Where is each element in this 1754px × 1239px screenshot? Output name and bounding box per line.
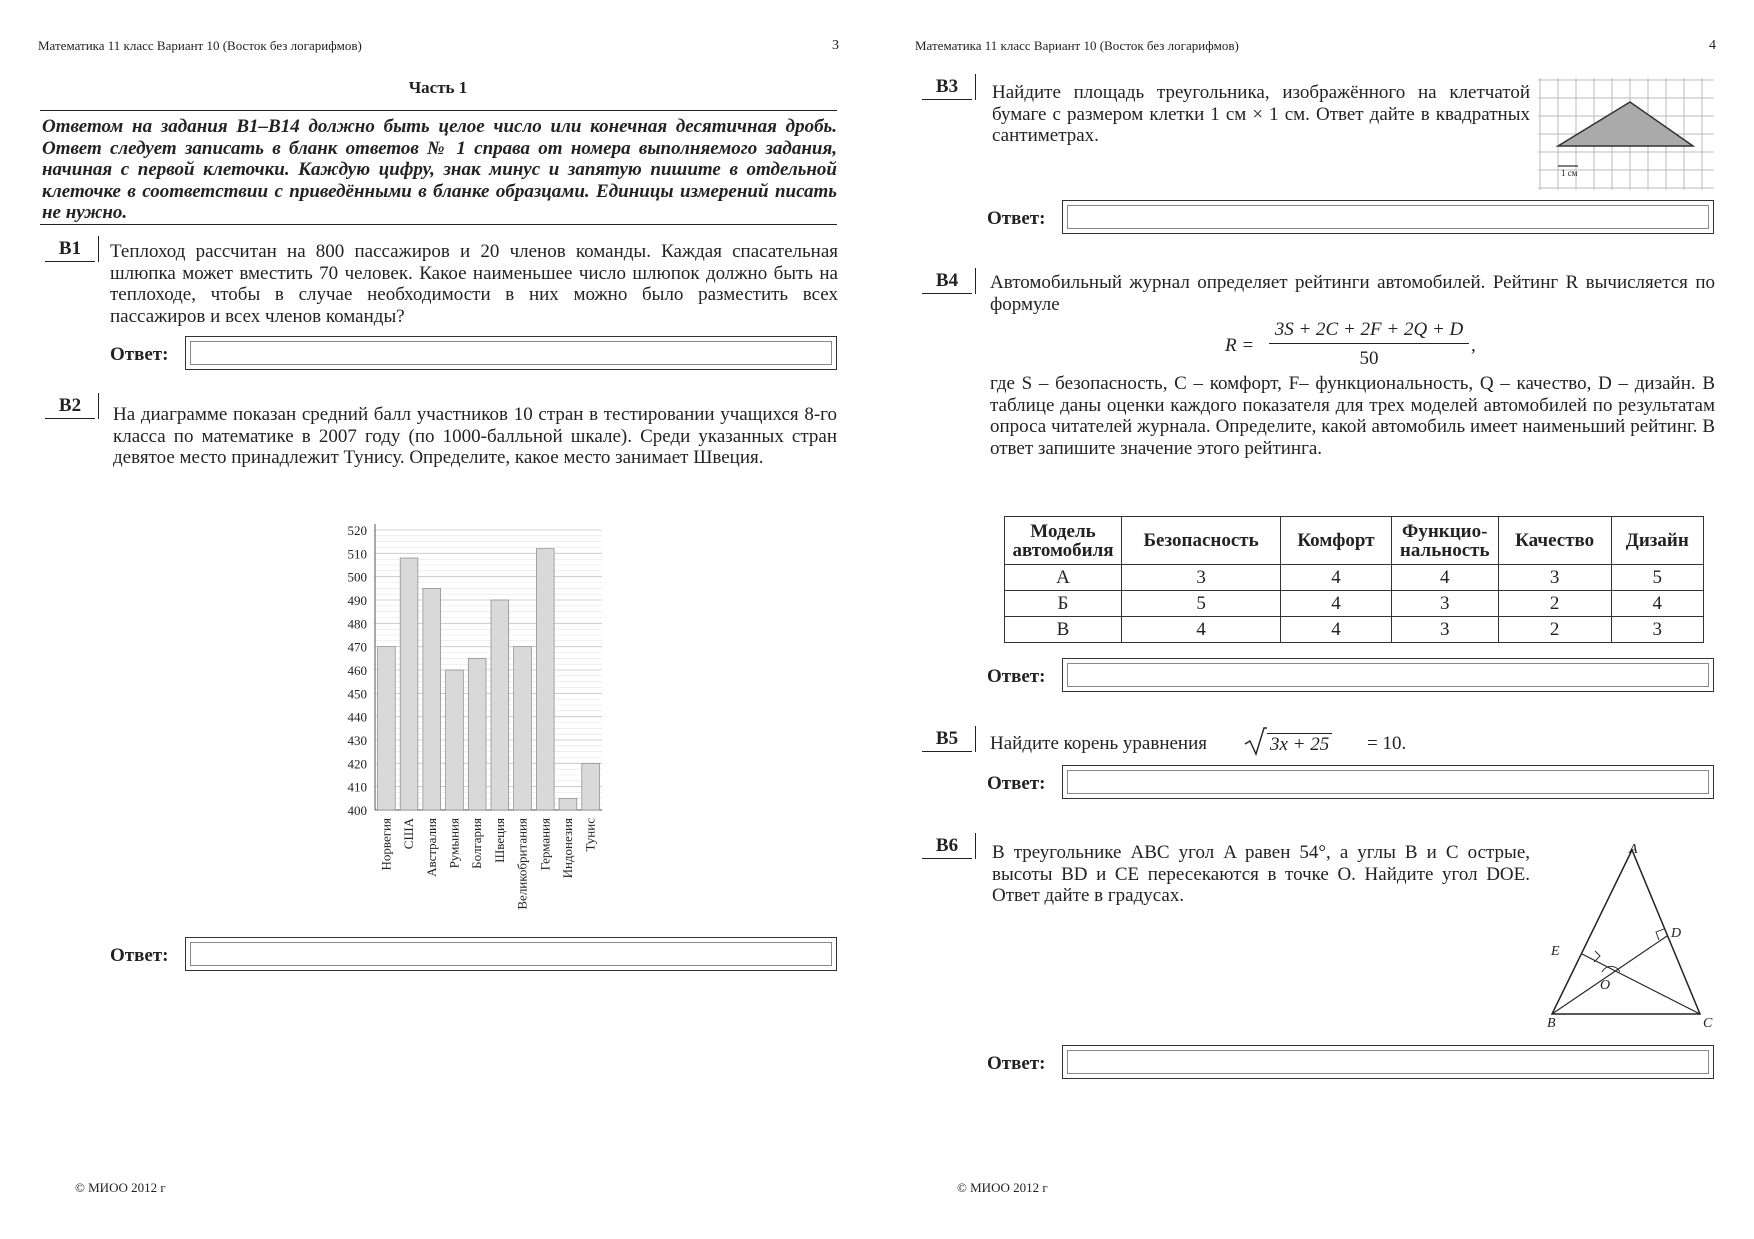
table-header-cell: Модель автомобиля — [1005, 517, 1122, 565]
formula-comma: , — [1471, 335, 1476, 356]
table-cell: 4 — [1611, 591, 1703, 617]
bar — [514, 647, 532, 810]
task-text-b3: Найдите площадь треугольника, изображённого на клетчатой бумаге с размером клетки 1 см × 1 см. Ответ дайте в квадратных сантиметрах. — [992, 82, 1530, 146]
task-text-b6: В треугольнике ABC угол A равен 54°, а углы B и C острые, высоты BD и CE пересекаются в точке O. Найдите угол DOE. Ответ дайте в градусах. — [992, 842, 1530, 906]
table-cell: 3 — [1498, 565, 1611, 591]
table-cell: 2 — [1498, 591, 1611, 617]
point-label-e: E — [1551, 944, 1560, 959]
formula-numerator: 3S + 2C + 2F + 2Q + D — [1269, 319, 1469, 344]
table-header-cell: Дизайн — [1611, 517, 1703, 565]
task-label-b2: B2 — [45, 395, 95, 419]
task-label-b4: B4 — [922, 270, 972, 294]
task-text-b4: Автомобильный журнал определяет рейтинги автомобилей. Рейтинг R вычисляется по формуле — [990, 272, 1715, 315]
y-tick-label: 430 — [347, 733, 367, 748]
table-cell: Б — [1005, 591, 1122, 617]
answer-label: Ответ: — [987, 773, 1046, 794]
table-cell: 3 — [1611, 617, 1703, 643]
bar — [400, 558, 418, 810]
table-cell: 4 — [1281, 565, 1392, 591]
instructions: Ответом на задания B1–B14 должно быть целое число или конечная десятичная дробь. Ответ следует записать в бланк ответов № 1 справа от номера выполняемого задания, начиная с первой клеточки. Каждую цифру, знак минус и запятую пишите в отдельной клеточке в соответствии с приведёнными в бланке образцами. Единицы измерений писать не нужно. — [42, 116, 837, 223]
y-tick-label: 500 — [347, 569, 367, 585]
table-cell: 4 — [1122, 617, 1281, 643]
page-footer: © МИОО 2012 г — [75, 1180, 166, 1195]
task-text-b1: Теплоход рассчитан на 800 пассажиров и 20 членов команды. Каждая спасательная шлюпка может вместить 70 человек. Какое наименьшее число шлюпок должно быть на теплоходе, чтобы в случае необходимости в них можно было разместить всех пассажиров и всех членов команды? — [110, 241, 838, 327]
y-tick-label: 490 — [347, 593, 367, 608]
y-tick-label: 420 — [347, 756, 367, 772]
answer-box-b3[interactable] — [1062, 200, 1714, 234]
page-footer: © МИОО 2012 г — [957, 1180, 1048, 1195]
x-tick-label: США — [401, 818, 417, 850]
radicand: 3x + 25 — [1267, 733, 1332, 755]
table-header-cell: Безопасность — [1122, 517, 1281, 565]
page-number: 3 — [832, 38, 839, 53]
bar — [582, 763, 600, 810]
point-label-d: D — [1671, 926, 1682, 941]
bar — [468, 658, 486, 810]
y-tick-label: 450 — [347, 686, 367, 702]
bar — [423, 588, 441, 810]
x-tick-label: Болгария — [469, 818, 485, 869]
x-tick-label: Швеция — [491, 818, 507, 863]
divider — [40, 110, 837, 111]
x-tick-label: Великобритания — [514, 818, 530, 910]
x-tick-label: Норвегия — [378, 818, 394, 871]
table-cell: В — [1005, 617, 1122, 643]
page-header: Математика 11 класс Вариант 10 (Восток без логарифмов) — [38, 38, 362, 53]
x-tick-label: Тунис — [582, 818, 598, 852]
answer-box-b5[interactable] — [1062, 765, 1714, 799]
formula-denominator: 50 — [1359, 348, 1379, 369]
scale-label: 1 см — [1561, 168, 1578, 178]
x-tick-label: Австралия — [423, 818, 439, 877]
bar-chart — [320, 510, 620, 930]
y-tick-label: 520 — [347, 523, 367, 538]
table-row — [1005, 591, 1704, 617]
divider — [40, 224, 837, 225]
point-label-b: B — [1547, 1016, 1556, 1031]
triangle-altitudes-figure — [1532, 838, 1712, 1030]
answer-label: Ответ: — [987, 1053, 1046, 1074]
table-cell: 3 — [1391, 591, 1498, 617]
y-tick-label: 480 — [347, 616, 367, 632]
formula-lhs: R = — [1225, 335, 1255, 356]
answer-label: Ответ: — [110, 344, 169, 365]
table-cell: 5 — [1611, 565, 1703, 591]
task-text-b4-cont: где S – безопасность, C – комфорт, F– функциональность, Q – качество, D – дизайн. В таблице даны оценки каждого показателя для трех моделей автомобилей по результатам опроса читателей журнала. Определите, какой автомобиль имеет наименьший рейтинг. В ответ запишите значение этого рейтинга. — [990, 373, 1715, 459]
table-header-cell: Качество — [1498, 517, 1611, 565]
bar — [446, 670, 464, 810]
answer-label: Ответ: — [987, 666, 1046, 687]
section-title: Часть 1 — [408, 78, 468, 97]
answer-box-b4[interactable] — [1062, 658, 1714, 692]
table-cell: А — [1005, 565, 1122, 591]
task-text-b5: Найдите корень уравнения — [990, 733, 1208, 754]
triangle-shape — [1558, 102, 1693, 146]
bar — [491, 600, 509, 810]
answer-label: Ответ: — [987, 208, 1046, 229]
task-label-b1: B1 — [45, 238, 95, 262]
bar — [559, 798, 577, 810]
answer-label: Ответ: — [110, 945, 169, 966]
ratings-table — [1004, 516, 1704, 643]
right-page — [877, 0, 1754, 1239]
y-tick-label: 410 — [347, 779, 367, 795]
point-label-o: O — [1600, 978, 1611, 993]
table-cell: 5 — [1122, 591, 1281, 617]
answer-box-b6[interactable] — [1062, 1045, 1714, 1079]
table-header-row — [1005, 517, 1704, 565]
answer-box-b2[interactable] — [185, 937, 837, 971]
table-row — [1005, 565, 1704, 591]
y-tick-label: 510 — [347, 546, 367, 562]
y-tick-label: 440 — [347, 709, 367, 725]
point-label-a: A — [1629, 842, 1638, 857]
bar — [536, 549, 554, 810]
table-cell: 4 — [1281, 617, 1392, 643]
table-header-cell: Функцио-нальность — [1391, 517, 1498, 565]
table-row — [1005, 617, 1704, 643]
answer-box-b1[interactable] — [185, 336, 837, 370]
table-cell: 4 — [1391, 565, 1498, 591]
point-label-c: C — [1703, 1016, 1713, 1031]
task-text-b5-end: = 10. — [1367, 733, 1407, 754]
table-header-cell: Комфорт — [1281, 517, 1392, 565]
y-tick-label: 470 — [347, 639, 367, 655]
table-cell: 4 — [1281, 591, 1392, 617]
bar — [377, 647, 395, 810]
task-label-b3: B3 — [922, 76, 972, 100]
x-tick-label: Индонезия — [559, 818, 575, 879]
task-label-b6: B6 — [922, 835, 972, 859]
table-cell: 3 — [1122, 565, 1281, 591]
page-number: 4 — [1709, 38, 1716, 53]
table-cell: 2 — [1498, 617, 1611, 643]
x-tick-label: Румыния — [446, 818, 462, 869]
task-text-b2: На диаграмме показан средний балл участников 10 стран в тестировании учащихся 8-го класса по математике в 2007 году (по 1000-балльной шкале). Среди указанных стран девятое место принадлежит Тунису. Определите, какое место занимает Швеция. — [113, 404, 837, 468]
x-tick-label: Германия — [537, 818, 553, 871]
table-cell: 3 — [1391, 617, 1498, 643]
y-tick-label: 400 — [347, 803, 367, 818]
y-tick-label: 460 — [347, 663, 367, 678]
task-label-b5: B5 — [922, 728, 972, 752]
page-header: Математика 11 класс Вариант 10 (Восток без логарифмов) — [915, 38, 1239, 53]
sqrt-icon — [1243, 726, 1267, 756]
